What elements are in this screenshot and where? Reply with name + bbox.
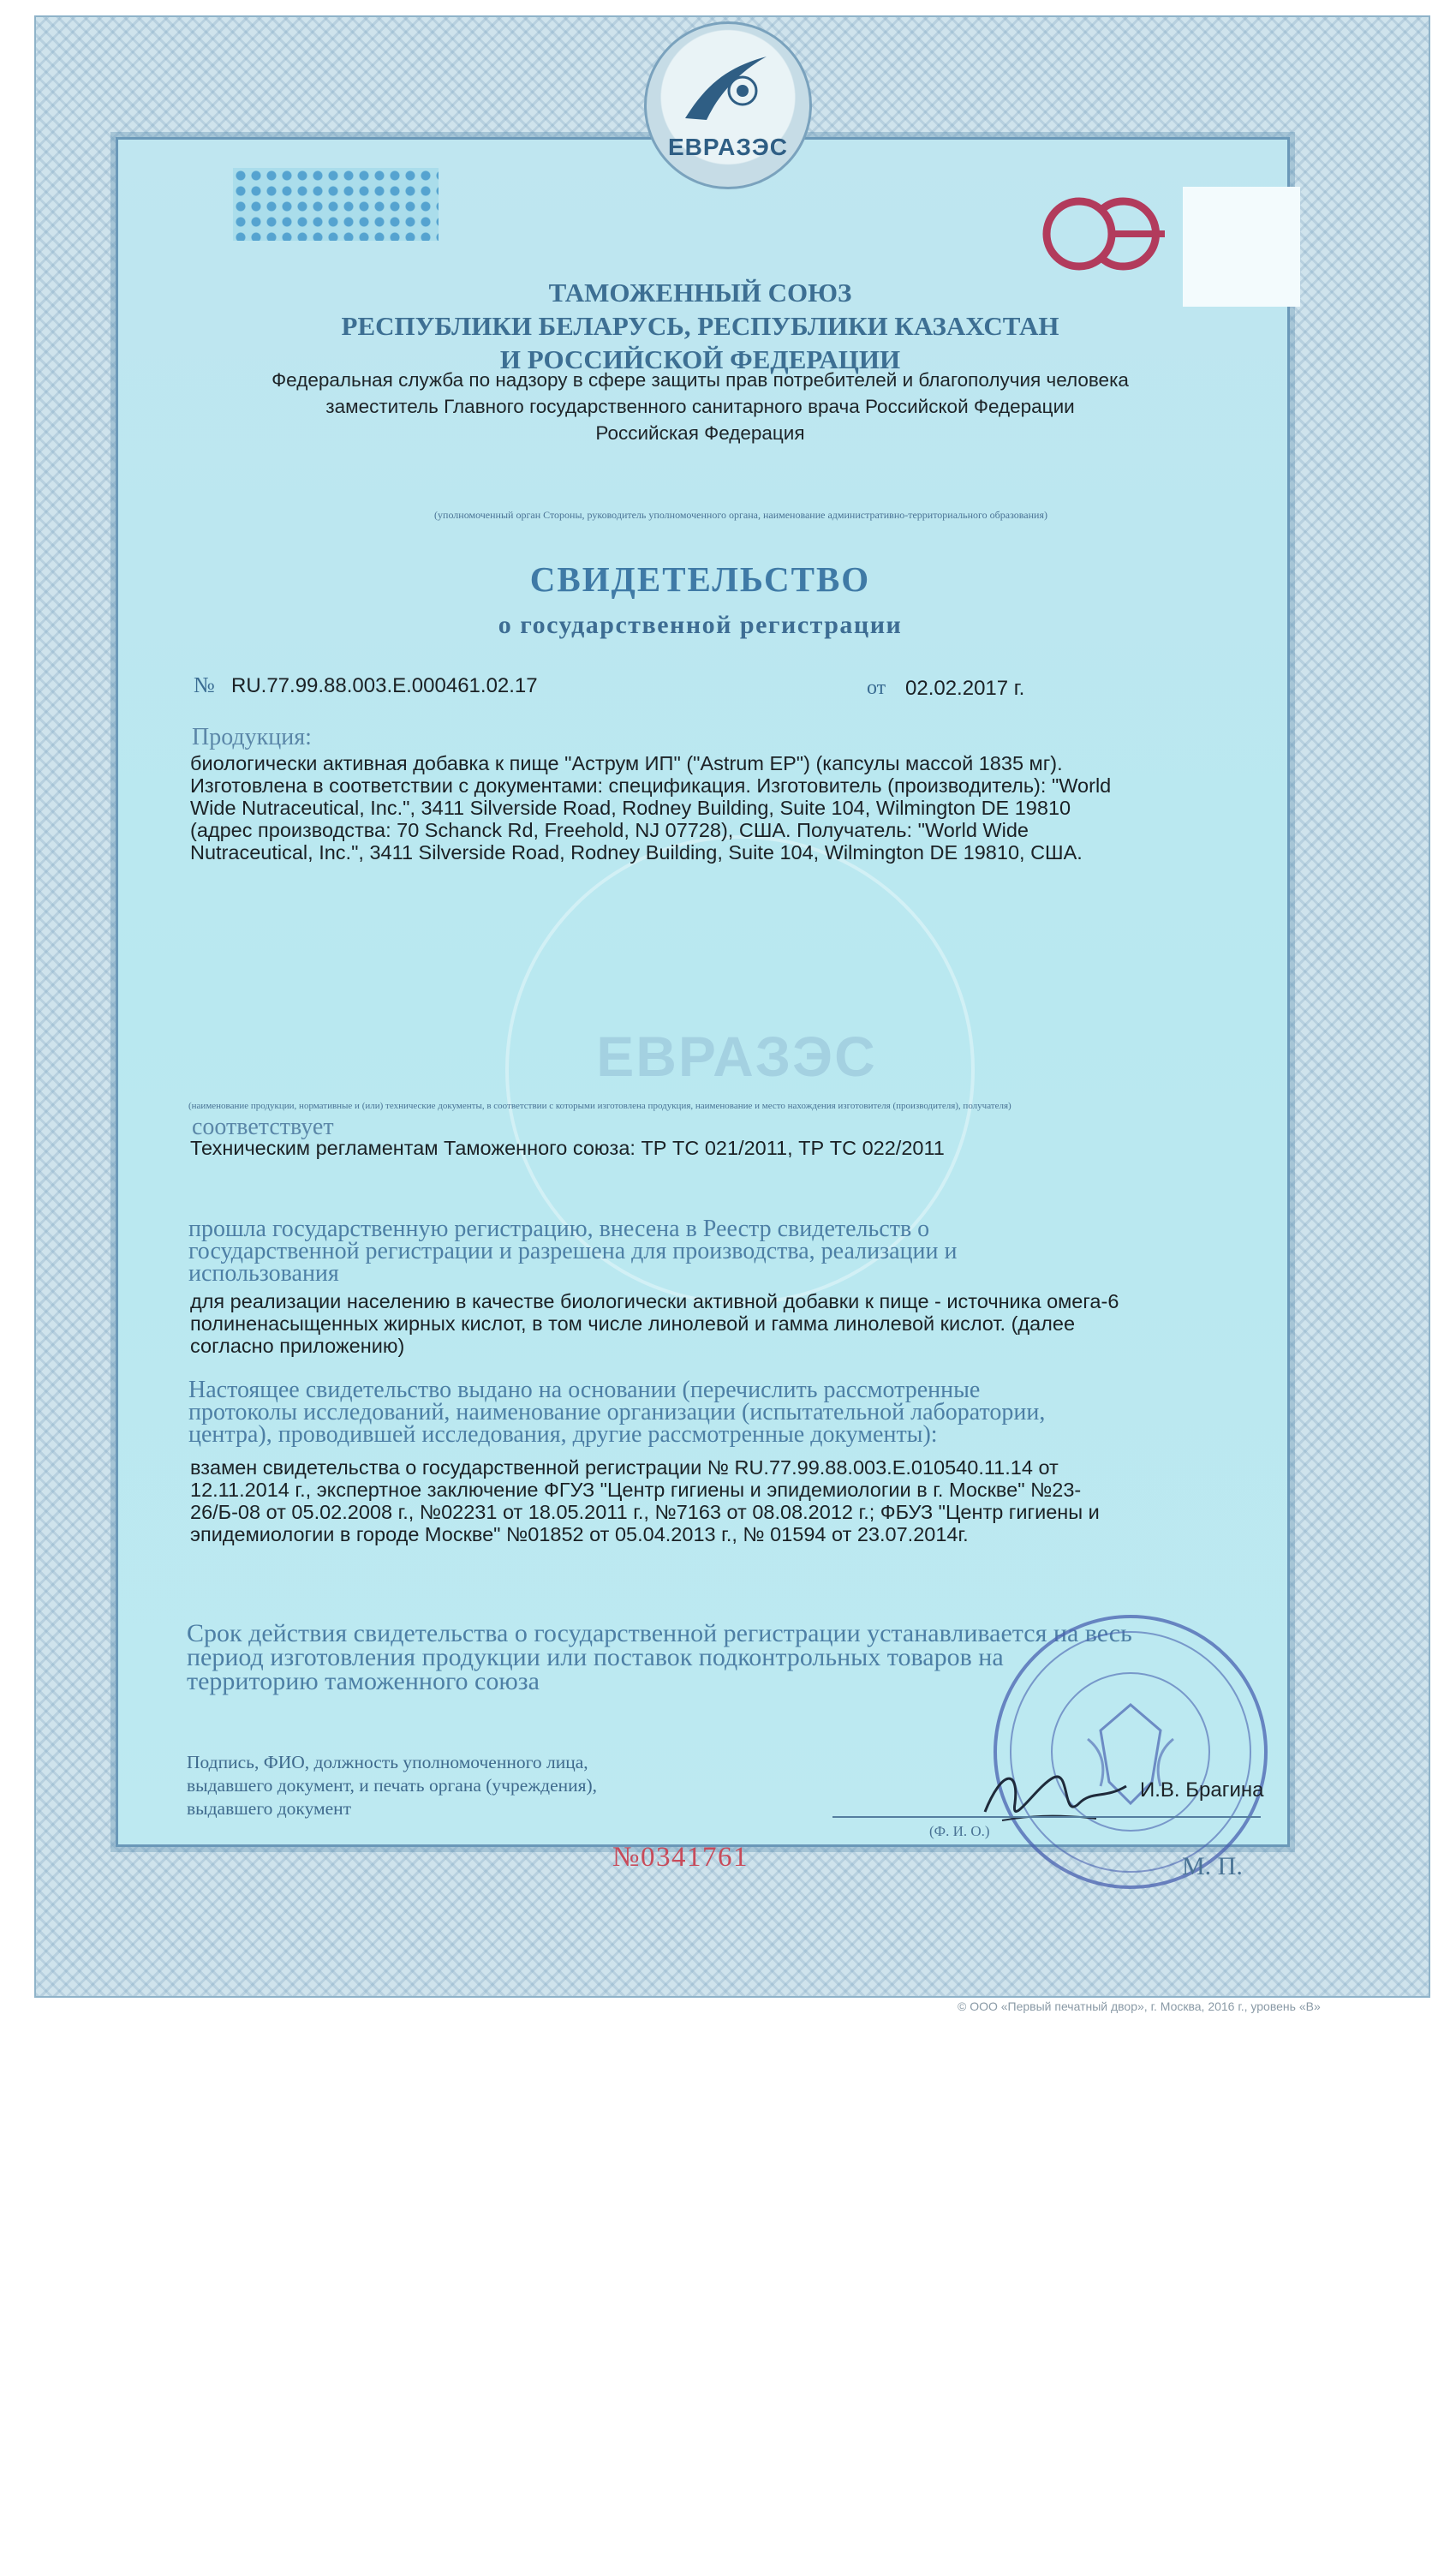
- header-line-3: И РОССИЙСКОЙ ФЕДЕРАЦИИ: [499, 344, 901, 374]
- registration-date: 02.02.2017 г.: [905, 677, 1025, 700]
- conformity-label: соответствует: [192, 1114, 334, 1140]
- basis-heading-line: протоколы исследований, наименование организации (испытательной лаборатории,: [188, 1399, 1046, 1425]
- emblem-label: ЕВРАЗЭС: [667, 134, 788, 160]
- validity-line: Срок действия свидетельства о государственной регистрации устанавливается на весь: [187, 1619, 1132, 1647]
- product-line: Nutraceutical, Inc.", 3411 Silverside Road, Rodney Building, Suite 104, Wilmington DE 19810, США.: [190, 841, 1083, 864]
- document-title: СВИДЕТЕЛЬСТВО: [529, 559, 871, 599]
- authority-line-2: заместитель Главного государственного санитарного врача Российской Федерации: [325, 396, 1075, 417]
- fio-caption: (Ф. И. О.): [929, 1823, 990, 1839]
- seal-place-label: М. П.: [1182, 1852, 1243, 1880]
- document-subtitle: о государственной регистрации: [498, 611, 903, 639]
- product-description: [190, 752, 1295, 864]
- product-line: биологически активная добавка к пище "Аструм ИП" ("Astrum EP") (капсулы массой 1835 мг).: [190, 752, 1063, 774]
- statement-line: государственной регистрации и разрешена для производства, реализации и: [188, 1238, 958, 1264]
- basis-documents: [190, 1456, 1305, 1545]
- basis-heading-line: центра), проводившей исследования, другие рассмотренные документы):: [188, 1421, 938, 1448]
- basis-heading: [188, 1379, 1282, 1446]
- signature-caption-line: выдавшего документ, и печать органа (учреждения),: [187, 1775, 598, 1796]
- product-line: Wide Nutraceutical, Inc.", 3411 Silverside Road, Rodney Building, Suite 104, Wilmington DE 19810: [190, 797, 1071, 819]
- header-line-2: РЕСПУБЛИКИ БЕЛАРУСЬ, РЕСПУБЛИКИ КАЗАХСТАН: [341, 311, 1059, 341]
- date-label: от: [867, 677, 886, 699]
- hologram-strip: [233, 168, 439, 241]
- printer-footer: © ООО «Первый печатный двор», г. Москва, 2016 г., уровень «В»: [958, 1999, 1321, 2013]
- product-line: Изготовлена в соответствии с документами: спецификация. Изготовитель (производитель): "World: [190, 774, 1112, 797]
- handwritten-signature: [976, 1752, 1139, 1838]
- purpose-line: полиненасыщенных жирных кислот, в том числе линолевой и гамма линолевой кислот. (далее: [190, 1312, 1076, 1335]
- signature-line: [832, 1816, 1261, 1818]
- authority-line-3: Российская Федерация: [595, 422, 805, 444]
- validity-line: территорию таможенного союза: [187, 1667, 540, 1695]
- product-line: (адрес производства: 70 Schanck Rd, Freehold, NJ 07728), США. Получатель: "World Wide: [190, 819, 1029, 841]
- basis-line: взамен свидетельства о государственной регистрации № RU.77.99.88.003.Е.010540.11.14 от: [190, 1456, 1059, 1479]
- signature-caption: [187, 1751, 803, 1820]
- basis-line: эпидемиологии в городе Москве" №01852 от 05.04.2013 г., № 01594 от 23.07.2014г.: [190, 1523, 969, 1545]
- usage-purpose: [190, 1290, 1305, 1357]
- conformity-mark-icon: [1041, 194, 1169, 275]
- authority-line-1: Федеральная служба по надзору в сфере защиты прав потребителей и благополучия человека: [272, 369, 1129, 391]
- basis-line: 12.11.2014 г., экспертное заключение ФГУЗ "Центр гигиены и эпидемиологии в г. Москве" №23-: [190, 1479, 1082, 1501]
- statement-line: использования: [188, 1260, 339, 1287]
- basis-heading-line: Настоящее свидетельство выдано на основании (перечислить рассмотренные: [188, 1377, 981, 1403]
- issuing-authority: [116, 367, 1285, 446]
- eurasec-emblem: [644, 21, 812, 189]
- validity-line: период изготовления продукции или поставок подконтрольных товаров на: [187, 1643, 1004, 1671]
- signature-caption-line: выдавшего документ: [187, 1798, 352, 1819]
- product-label: Продукция:: [192, 724, 312, 750]
- purpose-line: согласно приложению): [190, 1335, 405, 1357]
- signer-name: И.В. Брагина: [1140, 1778, 1264, 1802]
- signature-caption-line: Подпись, ФИО, должность уполномоченного лица,: [187, 1752, 588, 1772]
- product-caption: (наименование продукции, нормативные и (или) технические документы, в соответствии с которыми изготовлена продукция, наименование и место нахождения изготовителя (производителя), получателя): [188, 1101, 1011, 1111]
- header-union-title: [116, 276, 1285, 376]
- header-line-1: ТАМОЖЕННЫЙ СОЮЗ: [548, 278, 852, 308]
- emblem-swoosh-icon: [681, 50, 775, 127]
- number-label: №: [194, 672, 215, 697]
- authority-caption: (уполномоченный орган Стороны, руководитель уполномоченного органа, наименование административно-территориального образования): [434, 509, 1047, 521]
- statement-line: прошла государственную регистрацию, внесена в Реестр свидетельств о: [188, 1216, 930, 1242]
- technical-regulations: Техническим регламентам Таможенного союза: ТР ТС 021/2011, ТР ТС 022/2011: [190, 1137, 945, 1159]
- form-serial-number: №0341761: [612, 1842, 749, 1873]
- registration-statement: [188, 1218, 1282, 1285]
- watermark-label: ЕВРАЗЭС: [596, 1025, 877, 1088]
- purpose-line: для реализации населению в качестве биологически активной добавки к пище - источника омега-6: [190, 1290, 1119, 1312]
- registration-number: RU.77.99.88.003.Е.000461.02.17: [231, 674, 538, 697]
- basis-line: 26/Б-08 от 05.02.2008 г., №02231 от 18.05.2011 г., №7163 от 08.08.2012 г.; ФБУЗ "Центр гигиены и: [190, 1501, 1100, 1523]
